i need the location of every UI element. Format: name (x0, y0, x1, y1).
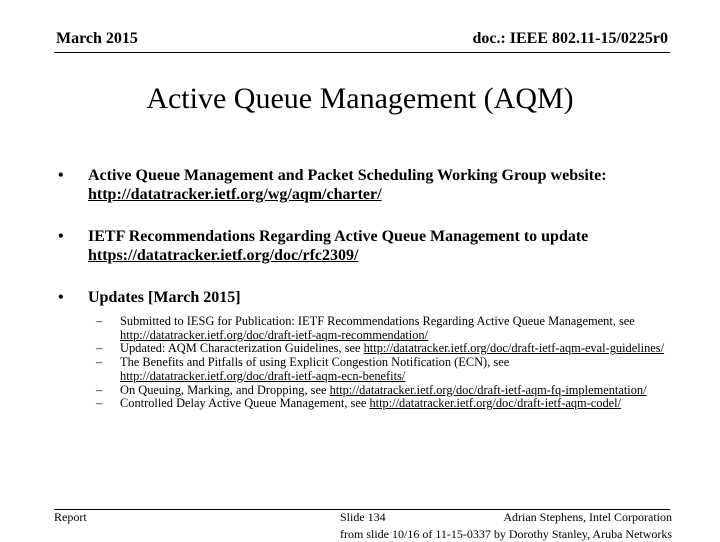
bullet-item (58, 288, 678, 307)
bullet-marker: • (58, 289, 64, 306)
sub-item (96, 397, 668, 411)
aqm-codel-link[interactable]: http://datatracker.ietf.org/doc/draft-ietf-aqm-codel/ (369, 396, 622, 411)
bullet-text: IETF Recommendations Regarding Active Queue Management to update (88, 228, 589, 245)
footer-source-note: from slide 10/16 of 11-15-0337 by Dorothy Stanley, Aruba Networks (340, 527, 673, 541)
sub-item-text: The Benefits and Pitfalls of using Explicit Congestion Notification (ECN), see (120, 355, 510, 370)
bullet-marker: • (58, 167, 64, 184)
sub-item (96, 384, 668, 398)
aqm-fq-implementation-link[interactable]: http://datatracker.ietf.org/doc/draft-ietf-aqm-fq-implementation/ (329, 382, 647, 397)
header-rule (54, 52, 670, 53)
sub-item-text: Updated: AQM Characterization Guidelines, see (120, 341, 364, 356)
bullet-item (58, 166, 678, 204)
header-date: March 2015 (56, 30, 138, 47)
bullet-text: Updates [March 2015] (88, 289, 241, 306)
sub-item-list (96, 315, 668, 411)
bullet-list (58, 166, 678, 315)
sub-item (96, 342, 668, 356)
bullet-marker: • (58, 228, 64, 245)
sub-item (96, 356, 668, 383)
aqm-ecn-benefits-link[interactable]: http://datatracker.ietf.org/doc/draft-ietf-aqm-ecn-benefits/ (120, 368, 406, 383)
sub-item-marker: – (96, 341, 103, 356)
header-doc-id: doc.: IEEE 802.11-15/0225r0 (472, 30, 668, 47)
aqm-charter-link[interactable]: http://datatracker.ietf.org/wg/aqm/charter/ (88, 186, 382, 203)
aqm-recommendation-link[interactable]: http://datatracker.ietf.org/doc/draft-ietf-aqm-recommendation/ (120, 327, 429, 342)
bullet-item (58, 227, 678, 265)
footer-slide-number: Slide 134 (340, 510, 386, 524)
footer-report-label: Report (54, 510, 87, 524)
footer-author: Adrian Stephens, Intel Corporation (503, 510, 672, 524)
sub-item-marker: – (96, 355, 103, 370)
sub-item-text: Submitted to IESG for Publication: IETF Recommendations Regarding Active Queue Management, see (120, 314, 635, 328)
rfc2309-link[interactable]: https://datatracker.ietf.org/doc/rfc2309/ (88, 247, 359, 264)
bullet-text: Active Queue Management and Packet Scheduling Working Group website: (88, 167, 607, 184)
sub-item-marker: – (96, 314, 103, 328)
sub-item-marker: – (96, 396, 103, 411)
aqm-eval-guidelines-link[interactable]: http://datatracker.ietf.org/doc/draft-ietf-aqm-eval-guidelines/ (363, 341, 665, 356)
sub-item-text: On Queuing, Marking, and Dropping, see (120, 382, 330, 397)
slide-title: Active Queue Management (AQM) (146, 82, 574, 115)
sub-item-text: Controlled Delay Active Queue Management, see (120, 396, 370, 411)
sub-item-marker: – (96, 382, 103, 397)
sub-item (96, 315, 668, 342)
